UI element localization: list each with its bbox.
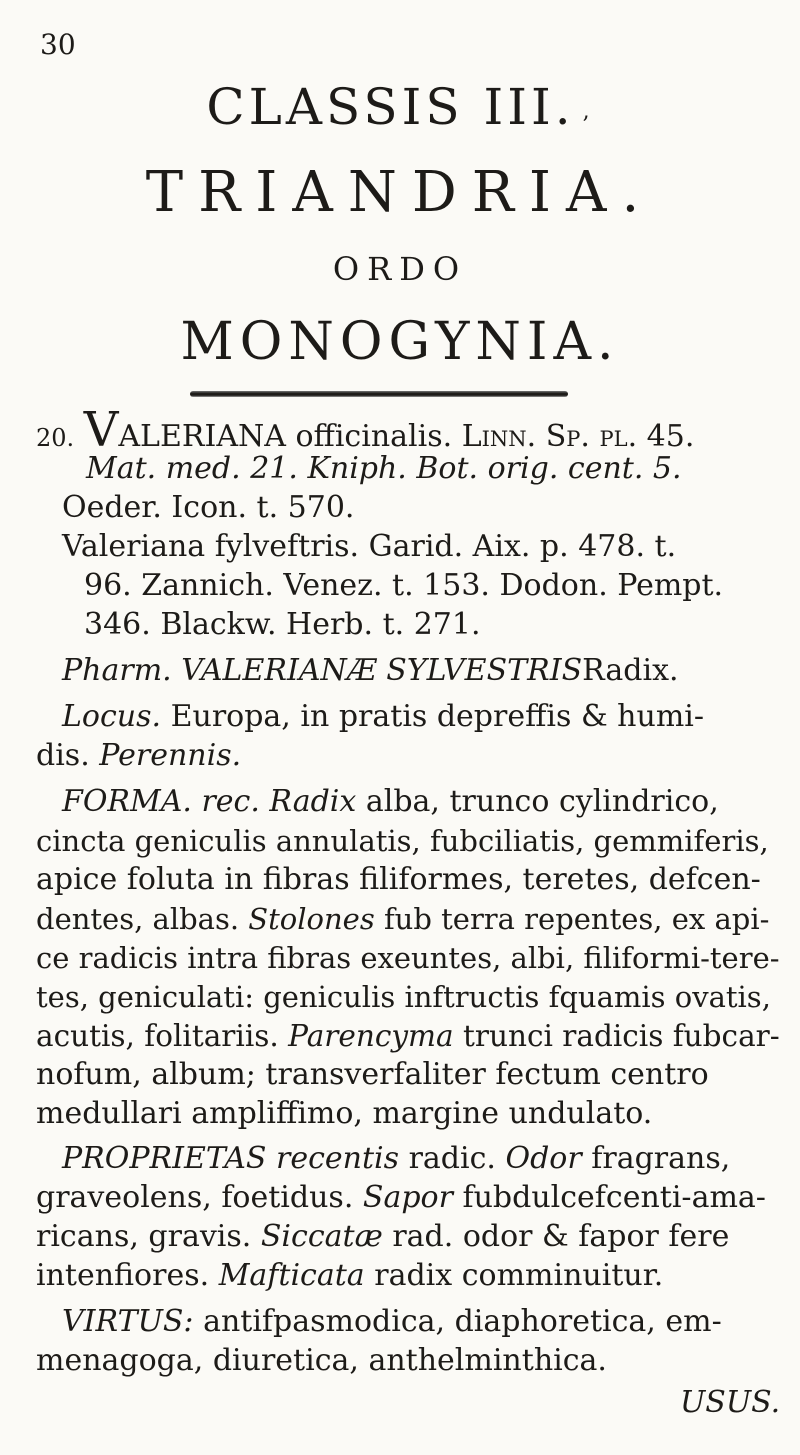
proprietas-line-3 bbox=[36, 1220, 729, 1254]
locus-text: Europa, in pratis depreffis & humi- bbox=[170, 699, 705, 734]
siccatae-label: Siccatæ bbox=[260, 1219, 383, 1254]
classis-text: CLASSIS III. bbox=[206, 78, 575, 136]
parencyma-label: Parencyma bbox=[288, 1019, 454, 1053]
entry-epithet: officinalis. bbox=[295, 419, 453, 454]
forma-line-7 bbox=[36, 1019, 780, 1053]
forma-line-3: apice foluta in fibras filiformes, teretes, defcen- bbox=[36, 862, 761, 897]
locus-line bbox=[62, 700, 704, 734]
forma-line-4 bbox=[36, 902, 769, 936]
entry-number: 20. bbox=[36, 424, 75, 452]
odor-label: Odor bbox=[505, 1141, 582, 1176]
forma-line bbox=[62, 785, 719, 819]
locus-humidis: dis. bbox=[36, 738, 90, 773]
proprietas-line-2 bbox=[36, 1181, 766, 1215]
locus-label: Locus. bbox=[62, 699, 162, 734]
virtus-line bbox=[62, 1305, 722, 1339]
stolones-label: Stolones bbox=[248, 902, 375, 936]
sapor-rest: ricans, gravis. bbox=[36, 1219, 252, 1254]
pharm-label: Pharm. bbox=[62, 653, 172, 688]
ordo-heading: ORDO bbox=[332, 250, 468, 288]
forma-text: alba, trunco cylindrico, bbox=[365, 784, 719, 819]
perennis: Perennis. bbox=[99, 738, 242, 773]
masticata-label: Mafticata bbox=[218, 1258, 365, 1293]
virtus-line-2: menagoga, diuretica, anthelminthica. bbox=[36, 1343, 607, 1378]
siccatae-text: rad. odor & fapor fere bbox=[392, 1219, 730, 1254]
forma-line-6: tes, geniculati: geniculis inftructis fquamis ovatis, bbox=[36, 980, 771, 1014]
pharm-name: VALERIANÆ SYLVESTRIS bbox=[181, 653, 583, 688]
page-number: 30 bbox=[40, 28, 76, 61]
proprietas-label: PROPRIETAS recentis bbox=[62, 1141, 400, 1176]
stolones-text: fub terra repentes, ex api- bbox=[383, 902, 770, 936]
catchword: USUS. bbox=[680, 1385, 781, 1420]
monogynia-heading: MONOGYNIA. bbox=[180, 312, 620, 372]
intensiores: intenfiores. bbox=[36, 1258, 210, 1293]
entry-genus: ALERIANA bbox=[118, 419, 286, 454]
forma-line-2: cincta geniculis annulatis, fubciliatis, gemmiferis, bbox=[36, 824, 769, 858]
entry-line-2: Mat. med. 21. Kniph. Bot. orig. cent. 5. bbox=[86, 451, 682, 486]
masticata-text: radix comminuitur. bbox=[374, 1258, 664, 1293]
forma-albas: dentes, albas. bbox=[36, 902, 240, 936]
locus-line-2 bbox=[36, 739, 241, 773]
entry-line-4: Valeriana fylveftris. Garid. Aix. p. 478. t. bbox=[62, 529, 677, 564]
ornamental-rule bbox=[190, 391, 568, 397]
sapor-text: fubdulcefcenti-ama- bbox=[462, 1180, 766, 1215]
forma-line-5: ce radicis intra fibras exeuntes, albi, filiformi-tere- bbox=[36, 941, 780, 975]
odor-text: fragrans, bbox=[591, 1141, 731, 1176]
entry-line-5: 96. Zannich. Venez. t. 153. Dodon. Pempt. bbox=[84, 568, 724, 603]
entry-line-1 bbox=[36, 402, 695, 458]
classis-mark: , bbox=[582, 98, 594, 124]
entry-line-3: Oeder. Icon. t. 570. bbox=[62, 490, 355, 525]
virtus-label: VIRTUS: bbox=[62, 1304, 194, 1339]
forma-acutis: acutis, folitariis. bbox=[36, 1019, 279, 1053]
forma-line-8: nofum, album; transverfaliter fectum centro bbox=[36, 1057, 709, 1092]
sapor-label: Sapor bbox=[362, 1180, 453, 1215]
entry-line-6: 346. Blackw. Herb. t. 271. bbox=[84, 607, 481, 642]
proprietas-radic: radic. bbox=[408, 1141, 496, 1176]
entry-dropcap: V bbox=[83, 402, 119, 458]
triandria-heading: TRIANDRIA. bbox=[145, 160, 655, 225]
forma-label: FORMA. rec. Radix bbox=[62, 784, 357, 819]
pharm-line bbox=[62, 654, 679, 688]
proprietas-line-4 bbox=[36, 1259, 663, 1293]
virtus-text: antifpasmodica, diaphoretica, em- bbox=[203, 1304, 722, 1339]
entry-ref-linn: Linn. Sp. pl. 45. bbox=[461, 419, 695, 454]
odor-rest: graveolens, foetidus. bbox=[36, 1180, 354, 1215]
forma-line-9: medullari ampliffimo, margine undulato. bbox=[36, 1096, 653, 1131]
proprietas-line bbox=[62, 1142, 730, 1176]
classis-heading bbox=[0, 78, 800, 136]
parencyma-text: trunci radicis fubcar- bbox=[462, 1019, 780, 1053]
pharm-radix: Radix. bbox=[582, 653, 679, 688]
